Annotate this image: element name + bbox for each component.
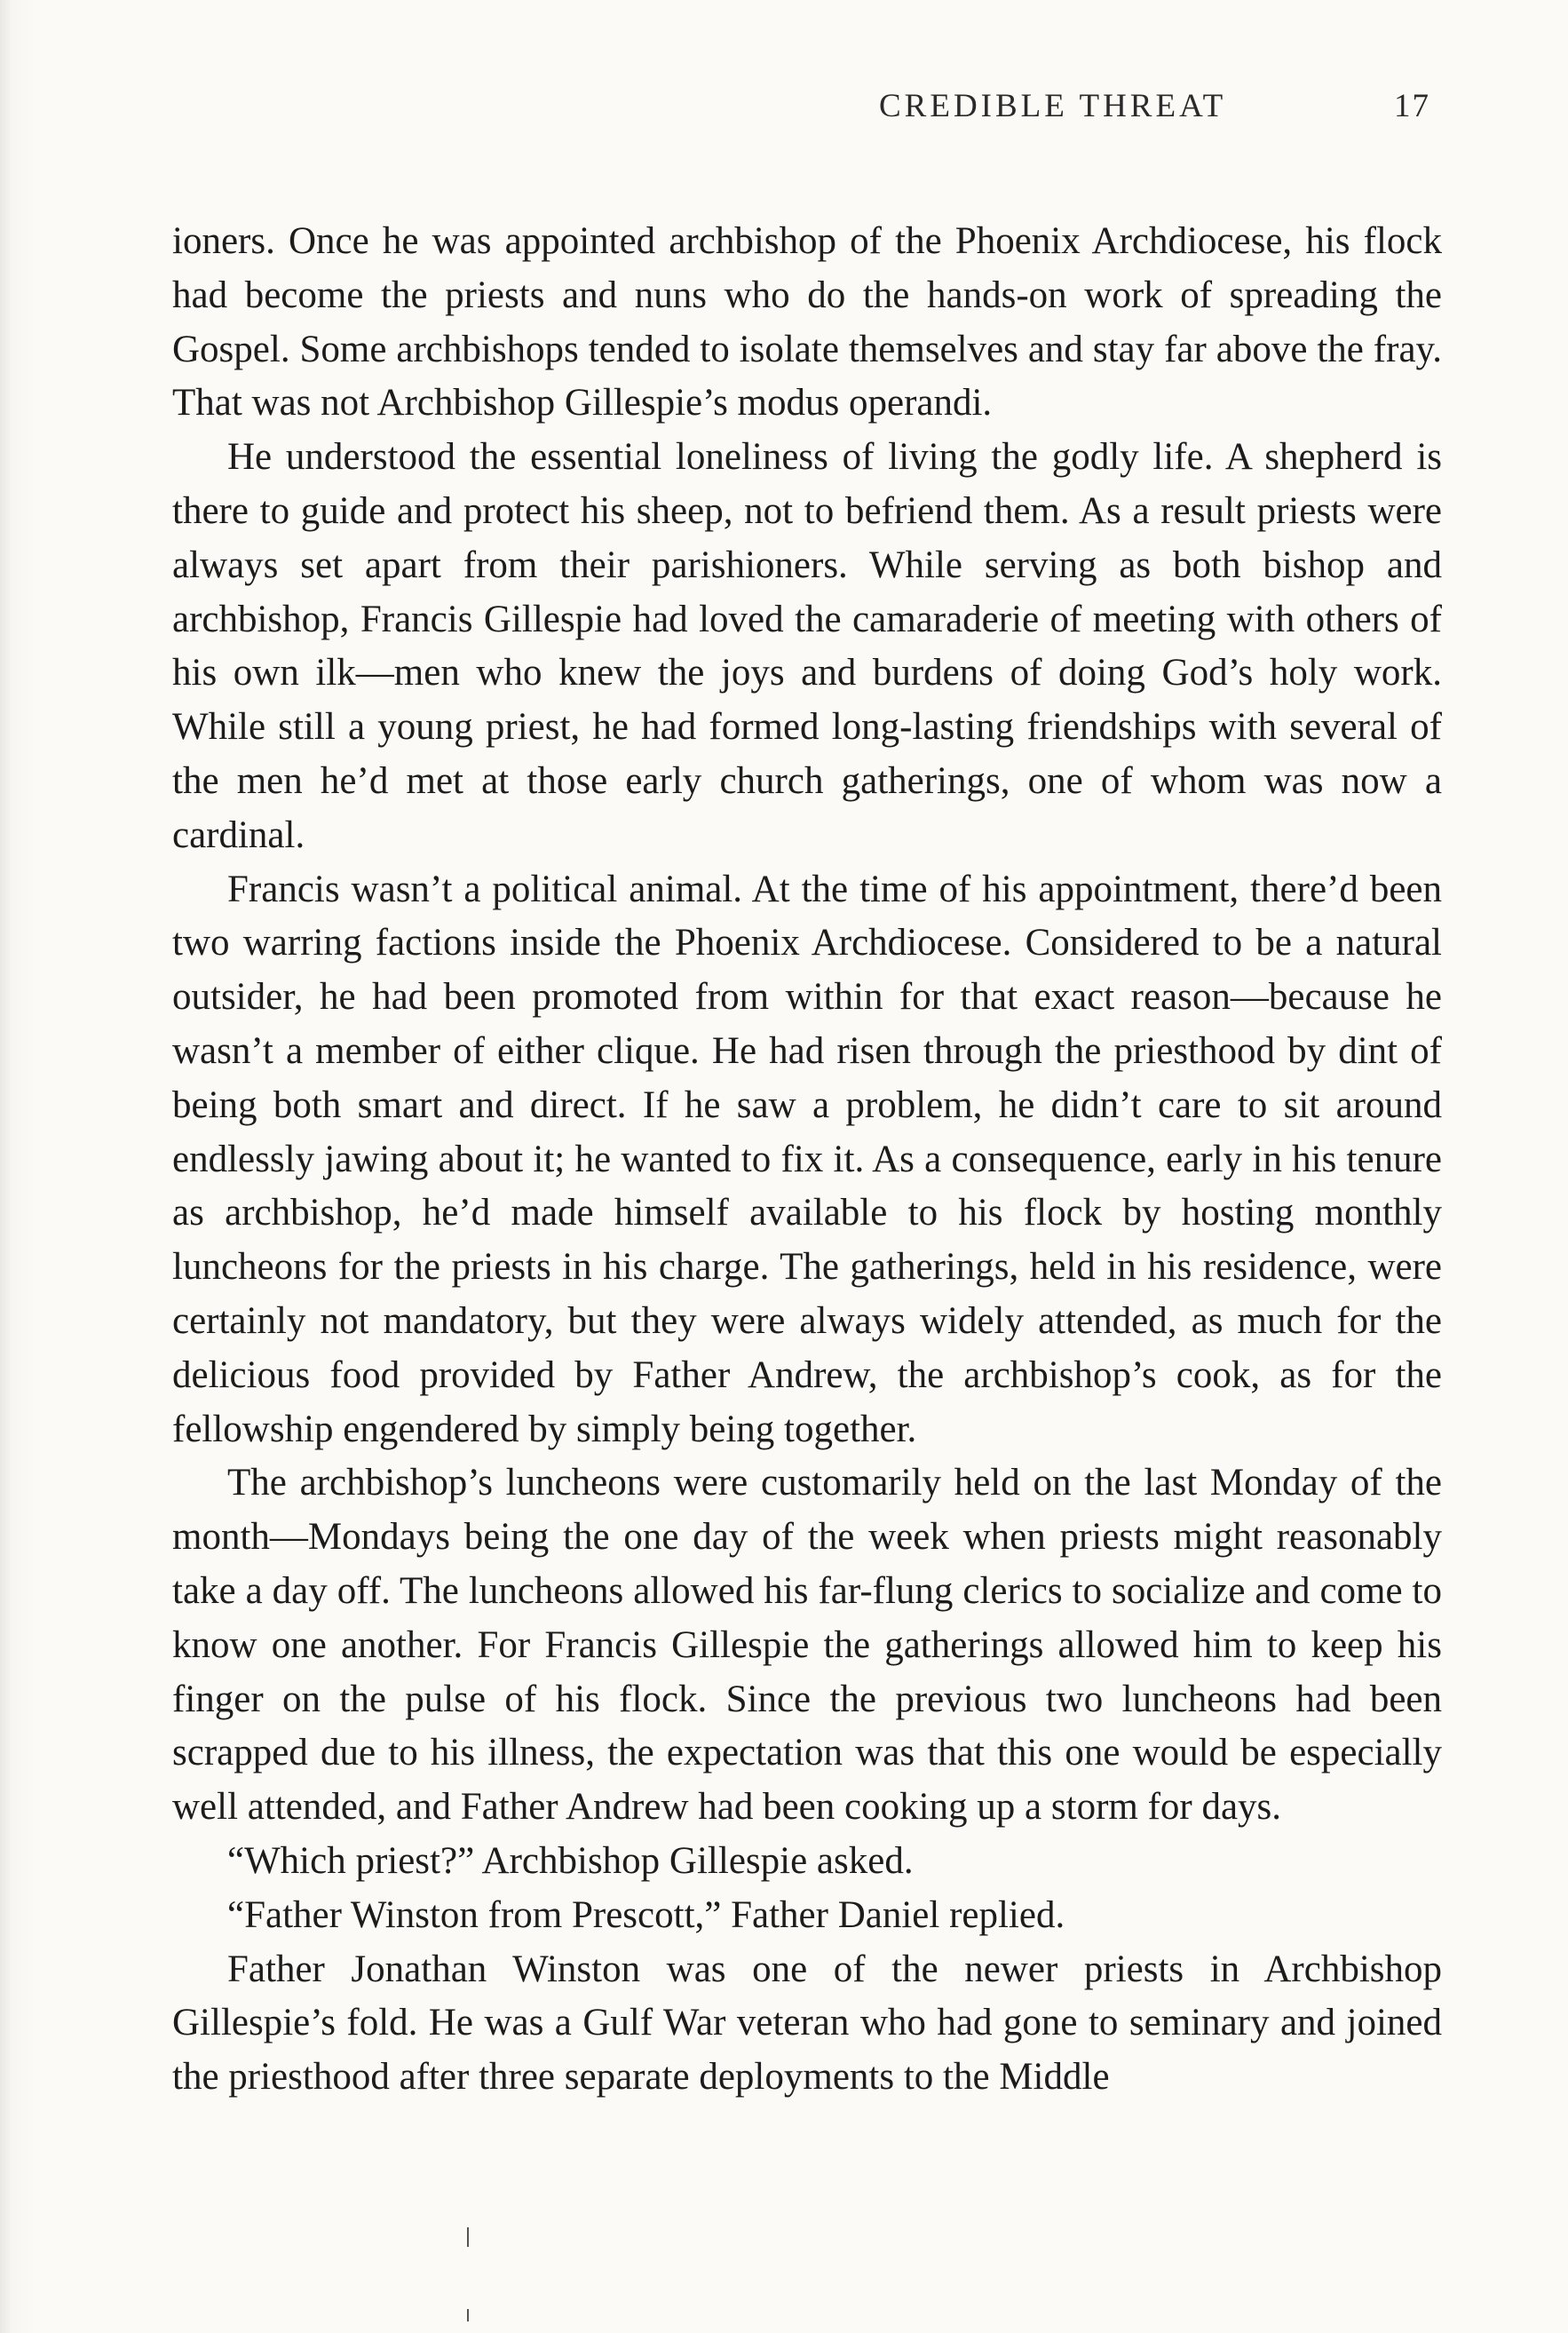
paragraph: Francis wasn’t a political animal. At the time of his appointment, there’d been two warring factions inside the Phoenix Archdiocese. Considered to be a natural outsider, he had been promoted from within for that exact reason—because he wasn’t a member of either clique. He had risen through the priesthood by dint of being both smart and direct. If he saw a problem, he didn’t care to sit around endlessly jawing about it; he wanted to fix it. As a consequence, early in his tenure as archbishop, he’d made himself available to his flock by hosting monthly luncheons for the priests in his charge. The gatherings, held in his residence, were certainly not mandatory, but they were always widely attended, as much for the delicious food provided by Father Andrew, the archbishop’s cook, as for the fellowship engendered by simply being together. (172, 868, 1442, 1450)
page-number: 17 (1394, 88, 1430, 124)
stray-mark (467, 2309, 469, 2321)
running-head (879, 87, 1447, 125)
paragraph: He understood the essential loneliness of living the godly life. A shepherd is there to guide and protect his sheep, not to befriend them. As a result priests were always set apart from their parishioners. While serving as both bishop and archbishop, Francis Gillespie had loved the camaraderie of meeting with others of his own ilk—men who knew the joys and burdens of doing God’s holy work. While still a young priest, he had formed long-lasting friendships with several of the men he’d met at those early church gatherings, one of whom was now a cardinal. (172, 436, 1442, 856)
paragraph: The archbishop’s luncheons were customarily held on the last Monday of the month—Mondays being the one day of the week when priests might reasonably take a day off. The luncheons allowed his far-flung clerics to socialize and come to know one another. For Francis Gillespie the gatherings allowed him to keep his finger on the pulse of his flock. Since the previous two luncheons had been scrapped due to his illness, the expectation was that this one would be especially well attended, and Father Andrew had been cooking up a storm for days. (172, 1462, 1442, 1829)
paragraph: “Which priest?” Archbishop Gillespie asked. (227, 1839, 914, 1882)
paragraph: Father Jonathan Winston was one of the newer priests in Archbishop Gillespie’s fold. He was a Gulf War veteran who had gone to seminary and joined the priesthood after three separate deployments to the Middle (172, 1948, 1442, 2099)
running-title: CREDIBLE THREAT (879, 88, 1227, 124)
stray-mark (467, 2227, 469, 2247)
paragraph: ioners. Once he was appointed archbishop of the Phoenix Archdiocese, his flock had become the priests and nuns who do the hands-on work of spreading the Gospel. Some archbishops tended to isolate themselves and stay far above the fray. That was not Archbishop Gillespie’s modus operandi. (172, 220, 1442, 425)
paragraph: “Father Winston from Prescott,” Father Daniel replied. (227, 1893, 1065, 1936)
body-text (172, 215, 1442, 2105)
